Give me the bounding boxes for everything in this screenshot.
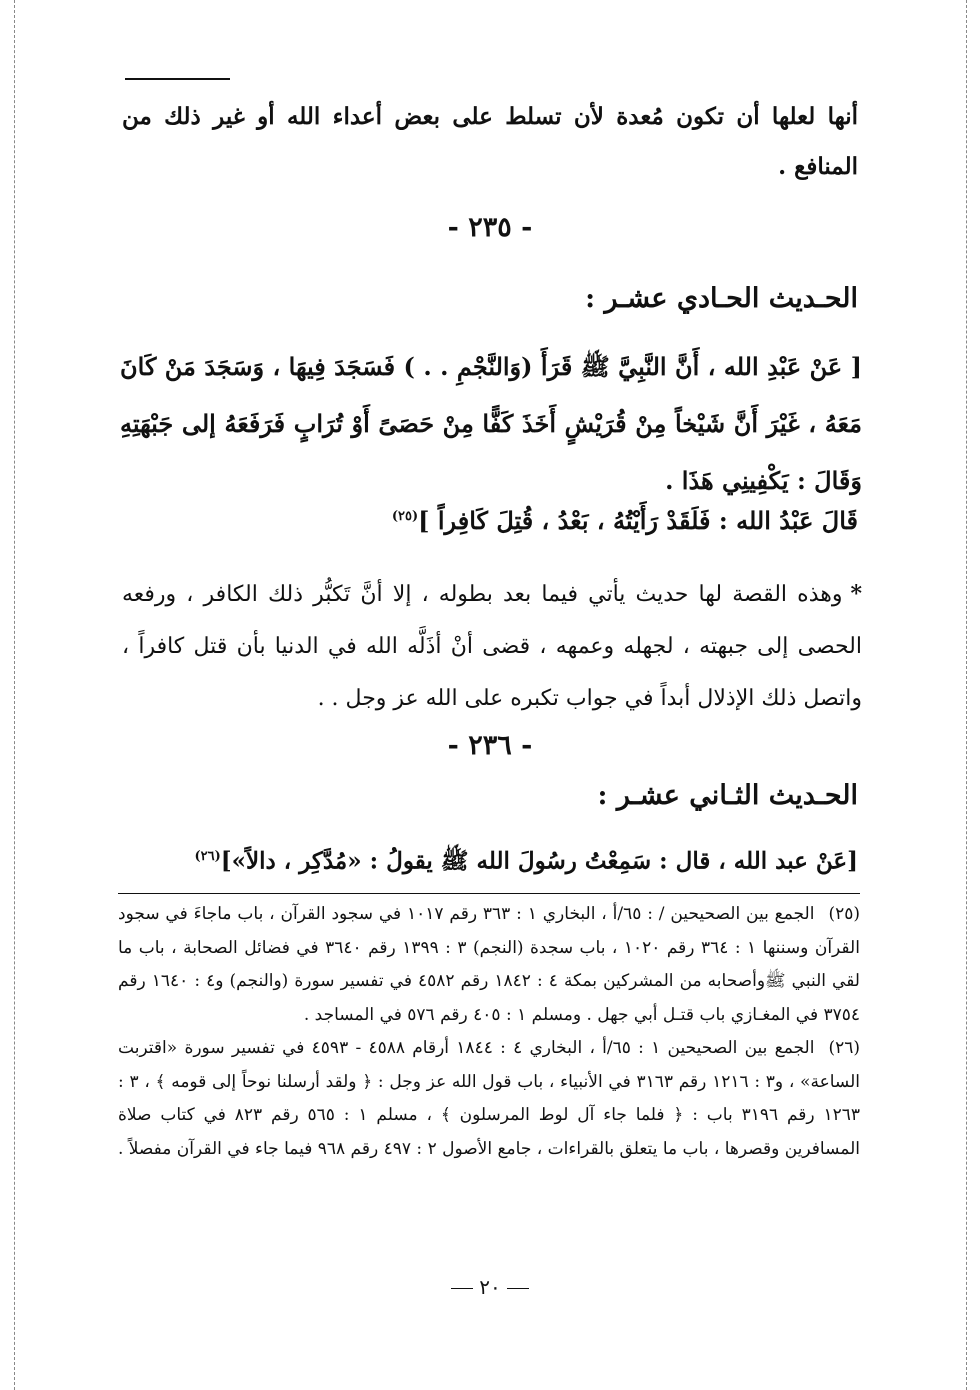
left-margin-line	[14, 0, 15, 1390]
hadith-12-body: [عَنْ عبد الله ، قال : سَمِعْتُ رسُولَ الله ﷺ يقولُ : «مُدَّكِر ، دالاً»]	[220, 847, 858, 875]
hadith-11-heading: الحـديث الحـادي عشـر :	[585, 283, 858, 314]
page-number-dash	[451, 1288, 473, 1289]
page-number-value: ٢٠	[479, 1275, 501, 1299]
hadith-12-heading: الحـديث الثـاني عشـر :	[597, 780, 858, 811]
footnote-26	[118, 1032, 860, 1166]
hadith-11-text: [ عَنْ عَبْدِ الله ، أَنَّ النَّبِيَّ ﷺ قَرَأَ (وَالنَّجْمِ . . ) فَسَجَدَ فِيهَا ، وَسَجَدَ مَنْ كَانَ مَعَهُ ، غَيْرَ أَنَّ شَيْخاً مِنْ قُرَيْشٍ أَخَذَ كَفًّا مِنْ حَصَىً أَوْ تُرَابٍ فَرَفَعَهُ إلى جَبْهَتِهِ وَقَالَ : يَكْفِينِي هَذَا .	[120, 352, 863, 495]
footnote-25	[118, 898, 860, 1032]
hadith-11-conclusion-text: قَالَ عَبْدُ الله : فَلَقَدْ رَأَيْتُهُ ، بَعْدُ ، قُتِلَ كَافِراً ]	[418, 506, 858, 535]
footnote-ref-25: (٢٥)	[391, 509, 419, 524]
section-number-235: - ٢٣٥ -	[447, 212, 533, 243]
footnotes	[118, 898, 860, 1166]
footnote-separator	[118, 893, 860, 894]
top-rule	[125, 78, 230, 80]
hadith-11-commentary	[122, 568, 862, 725]
hadith-12-text	[120, 832, 858, 887]
hadith-11-conclusion	[120, 492, 858, 546]
right-margin-line	[966, 0, 967, 1390]
commentary-text: وهذه القصة لها حديث يأتي فيما بعد بطوله ، إلا أنَّ تَكبُّر ذلك الكافر ، ورفعه الحصى إلى جبهته ، لجهله وعمهه ، قضى أنْ أذَلَّه الله في الدنيا بأن قتل كافراً ، واتصل ذلك الإذلال أبداً في جواب تكبره على الله عز وجل . .	[122, 582, 862, 711]
section-number-236: - ٢٣٦ -	[447, 730, 533, 761]
footnote-number: (٢٦)	[828, 1038, 860, 1058]
footnote-number: (٢٥)	[828, 904, 860, 924]
page-number	[0, 1275, 980, 1299]
asterisk-marker: *	[850, 581, 862, 607]
continuation-paragraph: أنها لعلها أن تكون مُعدة لأن تسلط على بعض أعداء الله أو غير ذلك من المنافع .	[122, 103, 858, 180]
footnote-ref-26: (٢٦)	[194, 849, 221, 864]
page-number-dash	[507, 1288, 529, 1289]
footnote-text: الجمع بين الصحيحين ١ : ٦٥/أ ، البخاري ٤ : ١٨٤٤ أرقام ٤٥٨٨ - ٤٥٩٣ في تفسير سورة «اقتربت الساعة» ، و٣ : ١٢١٦ رقم ٣١٦٣ في الأنبياء ، باب قول الله عز وجل : ﴿ ولقد أرسلنا نوحاً إلى قومه ﴾ ، ٣ : ١٢٦٣ رقم ٣١٩٦ باب : ﴿ فلما جاء آل لوط المرسلون ﴾ ، مسلم ١ : ٥٦٥ رقم ٨٢٣ في كتاب صلاة المسافرين وقصرها ، باب ما يتعلق بالقراءات ، جامع الأصول ٢ : ٤٩٧ رقم ٩٦٨ فيما جاء في القرآن مفصلاً .	[117, 1038, 860, 1159]
footnote-text: الجمع بين الصحيحين / : ٦٥/أ ، البخاري ١ : ٣٦٣ رقم ١٠١٧ في سجود القرآن ، باب ماجاءَ في سجود القرآن وسننها ١ : ٣٦٤ رقم ١٠٢٠ ، باب سجدة (النجم) ٣ : ١٣٩٩ رقم ٣٦٤٠ في فضائل الصحابة ، باب ما لقي النبي ﷺوأصحابه من المشركين بمكة ٤ : ١٨٤٢ رقم ٤٥٨٢ في تفسير سورة (والنجم) و٤ : ١٦٤٠ رقم ٣٧٥٤ في المغـازي باب قتـل أبي جهل . ومسلم ١ : ٤٠٥ رقم ٥٧٦ في المساجد .	[118, 904, 860, 1025]
